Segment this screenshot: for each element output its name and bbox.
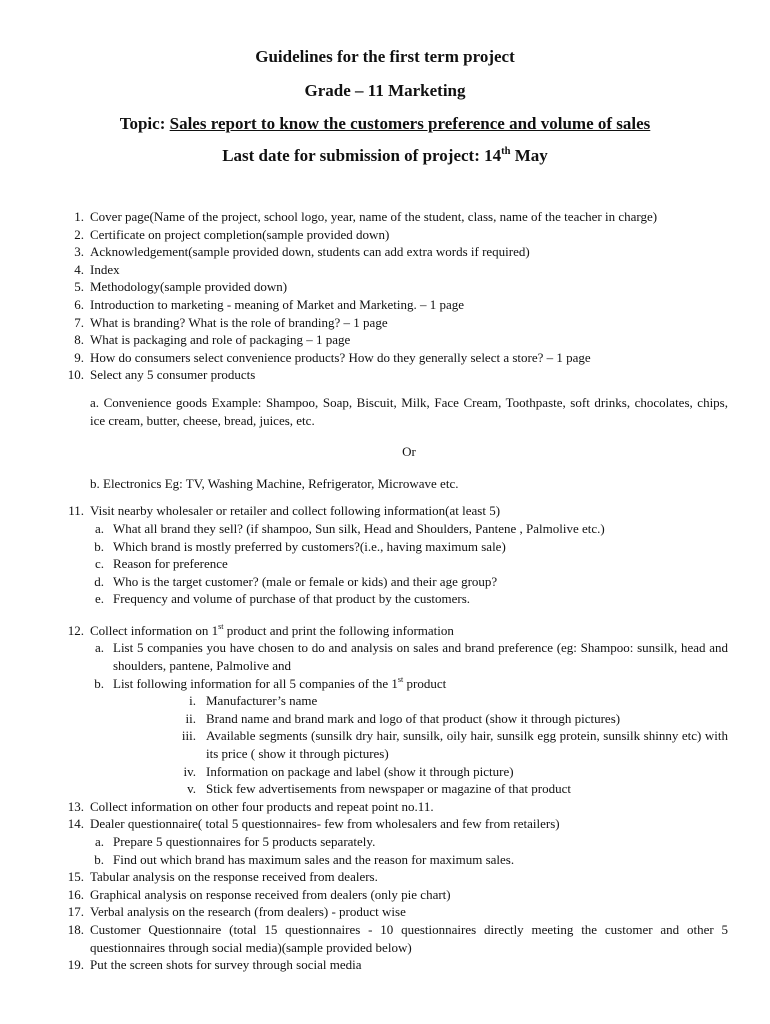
roman-item [0, 710, 770, 728]
list-text: Cover page(Name of the project, school logo, year, name of the student, class, name of the teacher in charge) [90, 209, 658, 224]
list-text: Acknowledgement(sample provided down, students can add extra words if required) [90, 244, 530, 260]
sub-text [113, 675, 728, 693]
list-number: 15. [67, 869, 84, 885]
list-text: Introduction to marketing - meaning of Market and Marketing. – 1 page [90, 296, 465, 312]
sub-marker: e. [94, 591, 104, 607]
list-number: 19. [67, 957, 84, 973]
roman-text: Stick few advertisements from newspaper or magazine of that product [206, 781, 571, 797]
sub-item [0, 590, 770, 608]
or-separator: Or [402, 444, 416, 460]
roman-item [0, 727, 770, 762]
topic-text: Sales report to know the customers preference and volume of sales [169, 114, 651, 133]
list-text: Collect information on other four products and repeat point no.11. [90, 798, 434, 814]
roman-marker: ii. [185, 710, 196, 726]
list-item [0, 261, 770, 279]
list-item [0, 903, 770, 921]
sub-marker: a. [94, 520, 104, 536]
sub-item [0, 555, 770, 573]
list-item [0, 815, 770, 833]
item12-suffix: product and print the following information [223, 622, 454, 638]
list-number: 3. [74, 244, 84, 260]
list-number: 8. [74, 332, 84, 348]
list-item [0, 226, 770, 244]
item12-superscript: st [218, 622, 224, 632]
list-item [0, 208, 770, 226]
roman-marker: iv. [183, 763, 196, 779]
roman-item [0, 780, 770, 798]
list-number: 12. [67, 622, 84, 638]
topic-prefix: Topic: [119, 114, 170, 133]
sub-text: What all brand they sell? (if shampoo, Sun silk, Head and Shoulders, Pantene , Palmolive etc.) [113, 520, 605, 536]
roman-text: Information on package and label (show it through picture) [206, 763, 514, 779]
list-text: How do consumers select convenience products? How do they generally select a store? – 1 page [90, 349, 591, 365]
list-item [0, 243, 770, 261]
list-number: 2. [74, 226, 84, 242]
list-number: 6. [74, 296, 84, 312]
list-text: Visit nearby wholesaler or retailer and collect following information(at least 5) [90, 503, 501, 519]
list-item [0, 502, 770, 520]
sub-item [0, 538, 770, 556]
deadline-suffix: May [510, 146, 548, 165]
deadline-prefix: Last date for submission of project: 14 [222, 146, 502, 165]
sub-item [0, 639, 770, 674]
deadline-superscript: th [501, 145, 511, 157]
deadline-heading [0, 146, 770, 166]
list-item [0, 349, 770, 367]
sub-item [0, 851, 770, 869]
sub-item [0, 675, 770, 693]
list-text: Tabular analysis on the response received from dealers. [90, 869, 378, 885]
topic-heading [0, 114, 770, 134]
list-text: Verbal analysis on the research (from dealers) - product wise [90, 904, 406, 920]
list-number: 7. [74, 314, 84, 330]
option-a-paragraph: a. Convenience goods Example: Shampoo, Soap, Biscuit, Milk, Face Cream, Toothpaste, soft drinks, chocolates, chips, ice cream, butter, cheese, bread, juices, etc. [90, 394, 728, 428]
roman-text: Manufacturer’s name [206, 693, 318, 709]
list-item [0, 314, 770, 332]
item12-prefix: Collect information on 1 [90, 622, 219, 638]
sub-text: List 5 companies you have chosen to do and analysis on sales and brand preference (eg: Shampoo: sunsilk, head and shoulders, pantene, Palmolive and [113, 640, 728, 674]
list-number: 5. [74, 279, 84, 295]
grade-heading: Grade – 11 Marketing [304, 81, 466, 100]
list-item [0, 956, 770, 974]
sub-text: Prepare 5 questionnaires for 5 products separately. [113, 834, 376, 849]
sub-marker: a. [94, 640, 104, 656]
list-number: 10. [67, 367, 84, 383]
sub-marker: c. [94, 556, 104, 572]
sub-marker: b. [94, 675, 104, 691]
list-text: Methodology(sample provided down) [90, 279, 288, 295]
list-text [90, 622, 728, 640]
list-item [0, 622, 770, 640]
roman-text: Available segments (sunsilk dry hair, sunsilk, oily hair, sunsilk egg protein, sunsilk shinny etc) with its price ( show it through pictures) [206, 728, 728, 762]
sub-b-prefix: List following information for all 5 companies of the 1 [113, 675, 398, 691]
sub-text: Who is the target customer? (male or female or kids) and their age group? [113, 573, 498, 589]
roman-marker: v. [187, 781, 196, 797]
sub-text: Frequency and volume of purchase of that product by the customers. [113, 591, 471, 607]
list-item [0, 366, 770, 384]
list-item [0, 798, 770, 816]
sub-text: Find out which brand has maximum sales and the reason for maximum sales. [113, 851, 515, 867]
list-number: 11. [68, 503, 84, 519]
option-b-paragraph: b. Electronics Eg: TV, Washing Machine, Refrigerator, Microwave etc. [90, 475, 459, 491]
list-number: 1. [74, 209, 84, 224]
list-item [0, 921, 770, 956]
list-text: Customer Questionnaire (total 15 questionnaires - 10 questionnaires directly meeting the customer and other 5 questionnaires through social media)(sample provided below) [90, 921, 728, 955]
roman-item [0, 763, 770, 781]
list-text: Put the screen shots for survey through social media [90, 957, 362, 973]
sub-b-superscript: st [397, 674, 404, 684]
roman-marker: i. [189, 693, 196, 709]
sub-item [0, 573, 770, 591]
list-number: 4. [74, 261, 84, 277]
sub-marker: a. [94, 834, 104, 849]
sub-marker: d. [94, 573, 104, 589]
list-text: Graphical analysis on response received from dealers (only pie chart) [90, 886, 451, 902]
list-number: 17. [67, 904, 84, 920]
list-text: Certificate on project completion(sample provided down) [90, 226, 390, 242]
sub-b-suffix: product [403, 675, 447, 691]
list-item [0, 886, 770, 904]
sub-marker: b. [94, 851, 104, 867]
list-text: Index [90, 261, 120, 277]
sub-item [0, 520, 770, 538]
roman-marker: iii. [181, 728, 196, 744]
roman-text: Brand name and brand mark and logo of that product (show it through pictures) [206, 710, 621, 726]
sub-item [0, 833, 770, 851]
list-item [0, 868, 770, 886]
list-number: 13. [67, 798, 84, 814]
list-number: 9. [74, 349, 84, 365]
list-number: 18. [67, 921, 84, 937]
roman-item [0, 692, 770, 710]
list-number: 14. [67, 816, 84, 832]
list-item [0, 331, 770, 349]
document-title: Guidelines for the first term project [255, 47, 515, 66]
list-text: Dealer questionnaire( total 5 questionnaires- few from wholesalers and few from retailers) [90, 816, 560, 832]
list-text: What is packaging and role of packaging – 1 page [90, 332, 351, 348]
list-item [0, 278, 770, 296]
sub-text: Which brand is mostly preferred by customers?(i.e., having maximum sale) [113, 538, 506, 554]
list-item [0, 296, 770, 314]
sub-text: Reason for preference [113, 556, 228, 572]
sub-marker: b. [94, 538, 104, 554]
list-text: What is branding? What is the role of branding? – 1 page [90, 314, 388, 330]
list-number: 16. [67, 886, 84, 902]
list-text: Select any 5 consumer products [90, 367, 256, 383]
guideline-list [0, 208, 770, 974]
